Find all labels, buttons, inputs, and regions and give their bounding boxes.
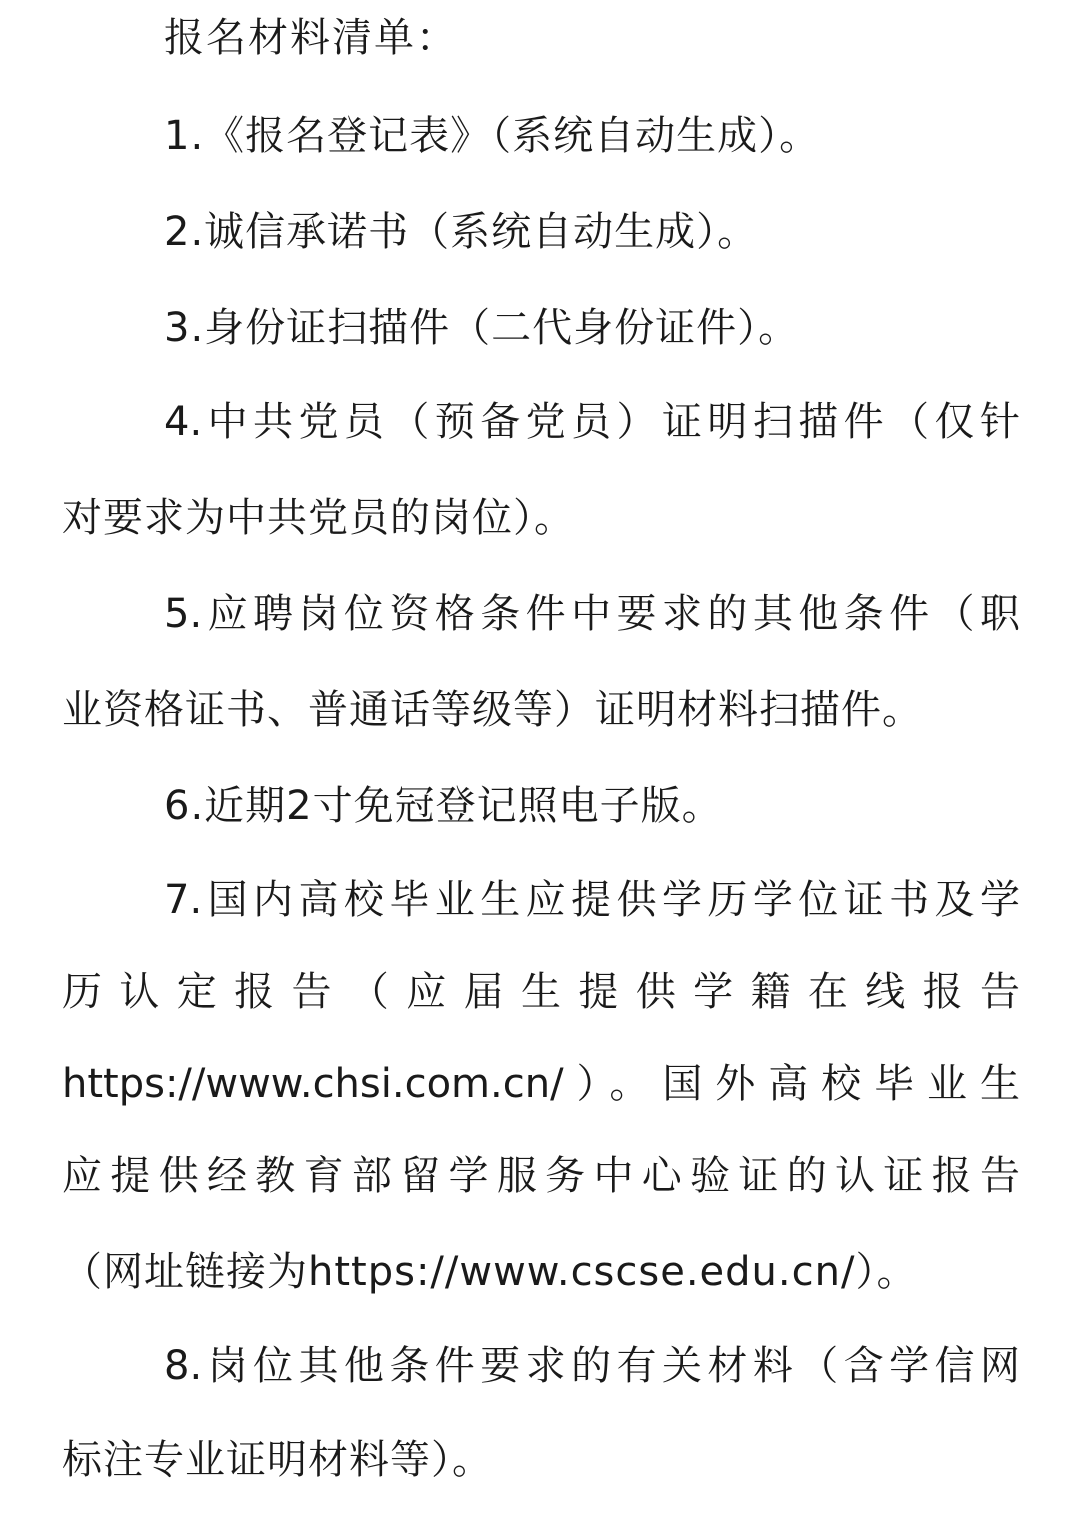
list-item-7-line-5: （网址链接为https://www.cscse.edu.cn/）。	[62, 1249, 918, 1295]
list-item-3: 3.身份证扫描件（二代身份证件）。	[164, 305, 800, 351]
list-item-7-line-4: 应提供经教育部留学服务中心验证的认证报告	[62, 1153, 1020, 1199]
list-item-8-line-1: 8.岗位其他条件要求的有关材料（含学信网	[164, 1343, 1020, 1389]
list-item-7-line-2: 历认定报告（应届生提供学籍在线报告	[62, 969, 1020, 1015]
list-item-1: 1.《报名登记表》（系统自动生成）。	[164, 113, 821, 159]
list-item-4-line-2: 对要求为中共党员的岗位）。	[62, 495, 575, 541]
list-item-6: 6.近期2寸免冠登记照电子版。	[164, 783, 723, 829]
list-item-7-line-1: 7.国内高校毕业生应提供学历学位证书及学	[164, 877, 1020, 923]
list-item-8-line-2: 标注专业证明材料等）。	[62, 1437, 493, 1483]
list-item-7-line-3: https://www.chsi.com.cn/）。国外高校毕业生	[62, 1061, 1020, 1107]
page-title: 报名材料清单：	[164, 15, 458, 61]
list-item-4-line-1: 4.中共党员（预备党员）证明扫描件（仅针	[164, 399, 1020, 445]
list-item-5-line-2: 业资格证书、普通话等级等）证明材料扫描件。	[62, 687, 923, 733]
list-item-2: 2.诚信承诺书（系统自动生成）。	[164, 209, 759, 255]
list-item-5-line-1: 5.应聘岗位资格条件中要求的其他条件（职	[164, 591, 1020, 637]
